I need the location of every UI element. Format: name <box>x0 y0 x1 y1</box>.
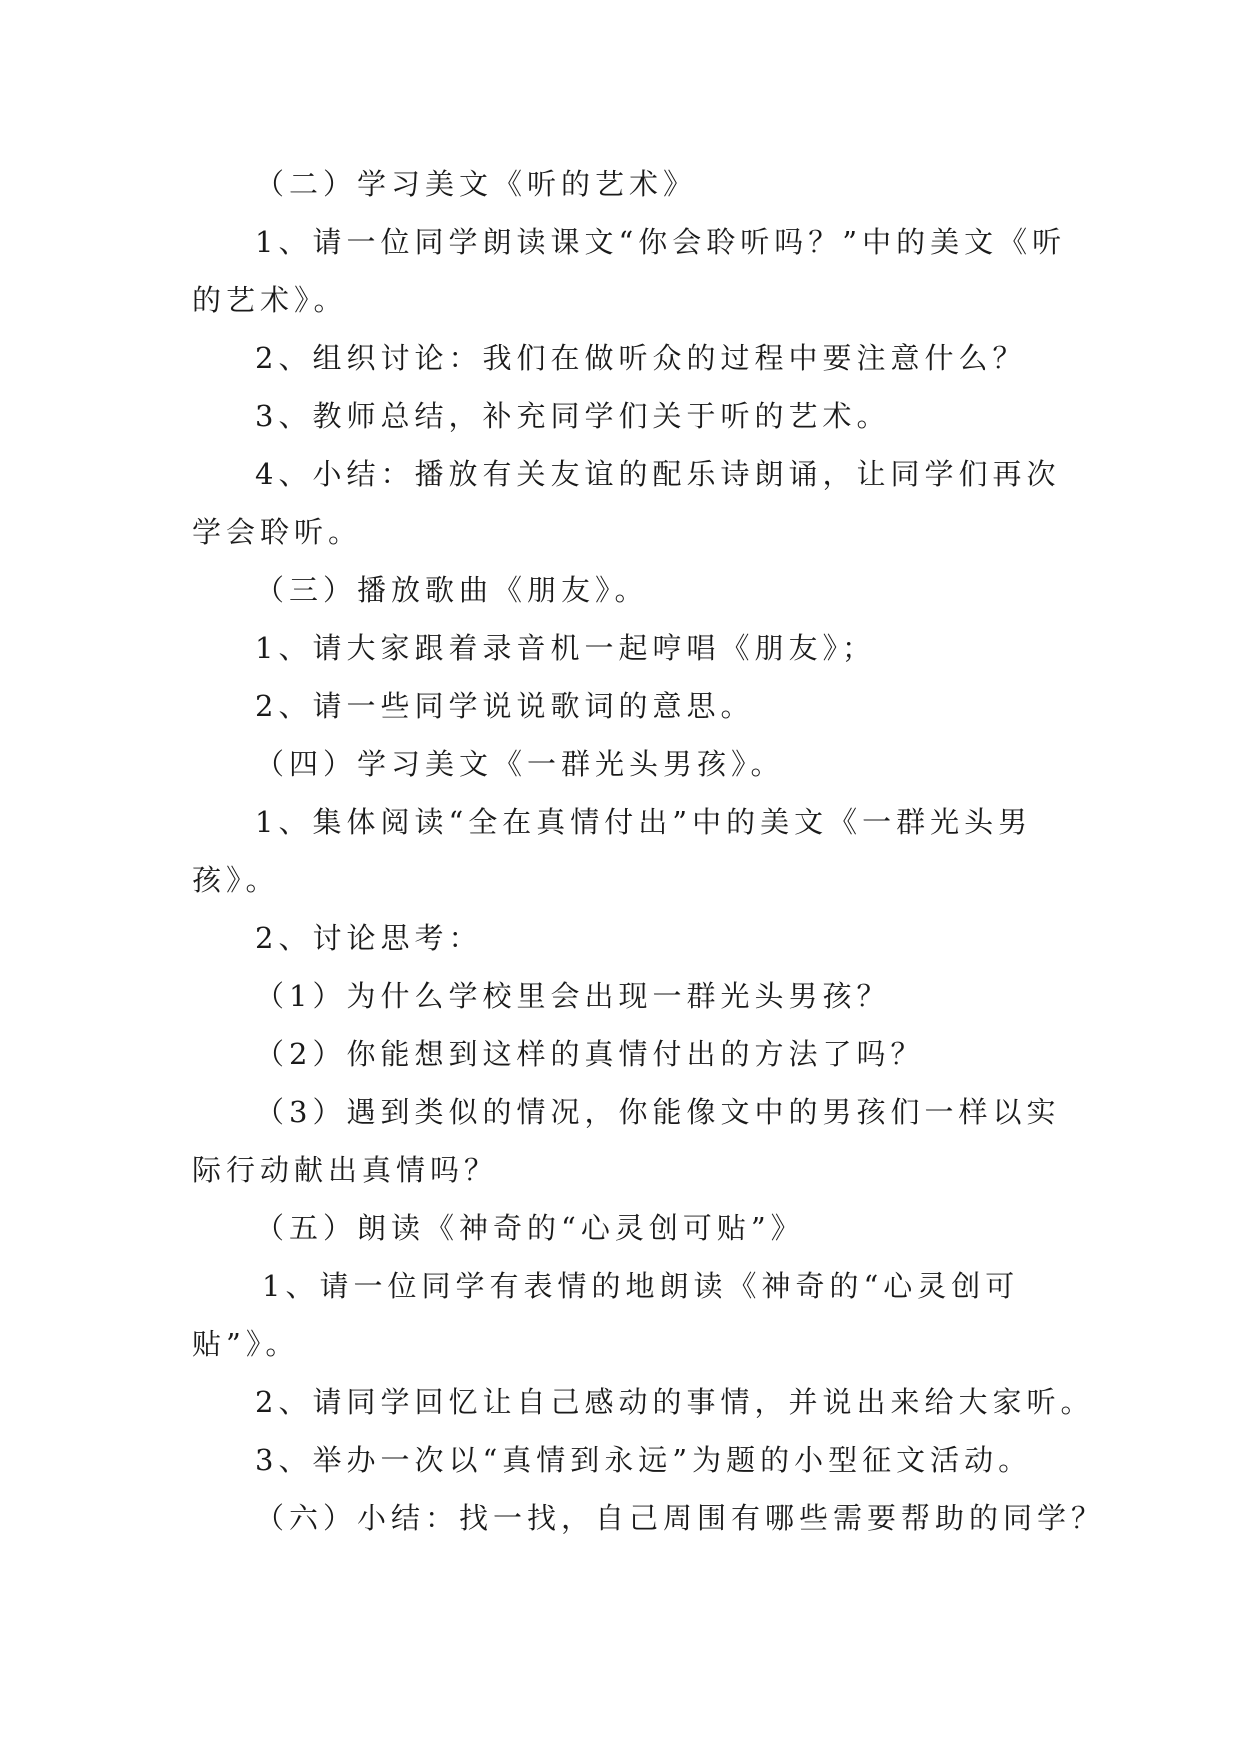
section-heading-3: （三）播放歌曲《朋友》。 <box>255 573 649 607</box>
paragraph-line: 的艺术》。 <box>192 283 348 317</box>
section-heading-4: （四）学习美文《一群光头男孩》。 <box>255 747 785 781</box>
section-heading-6: （六）小结：找一找，自己周围有哪些需要帮助的同学？ <box>255 1501 1106 1535</box>
question-line: （2）你能想到这样的真情付出的方法了吗？ <box>255 1037 925 1071</box>
paragraph-line: 际行动献出真情吗？ <box>192 1153 499 1187</box>
paragraph-line: 3、教师总结，补充同学们关于听的艺术。 <box>255 399 891 433</box>
paragraph-line: 2、请同学回忆让自己感动的事情，并说出来给大家听。 <box>255 1385 1095 1419</box>
paragraph-line: 1、集体阅读“全在真情付出”中的美文《一群光头男 <box>255 805 1033 839</box>
paragraph-line: 贴”》。 <box>192 1327 300 1361</box>
paragraph-line: 2、组织讨论：我们在做听众的过程中要注意什么？ <box>255 341 1027 375</box>
paragraph-line: 3、举办一次以“真情到永远”为题的小型征文活动。 <box>255 1443 1033 1477</box>
paragraph-line: 4、小结：播放有关友谊的配乐诗朗诵，让同学们再次 <box>255 457 1061 491</box>
section-heading-2: （二）学习美文《听的艺术》 <box>255 167 698 201</box>
paragraph-line: 2、请一些同学说说歌词的意思。 <box>255 689 755 723</box>
paragraph-line: 1、请大家跟着录音机一起哼唱《朋友》； <box>255 631 876 665</box>
question-line: （1）为什么学校里会出现一群光头男孩？ <box>255 979 891 1013</box>
question-line: （3）遇到类似的情况，你能像文中的男孩们一样以实 <box>255 1095 1061 1129</box>
paragraph-line: 学会聆听。 <box>192 515 363 549</box>
paragraph-line: 1、请一位同学有表情的地朗读《神奇的“心灵创可 <box>262 1269 1020 1303</box>
paragraph-line: 2、讨论思考： <box>255 921 483 955</box>
paragraph-line: 1、请一位同学朗读课文“你会聆听吗？”中的美文《听 <box>255 225 1067 259</box>
paragraph-line: 孩》。 <box>192 863 280 897</box>
section-heading-5: （五）朗读《神奇的“心灵创可贴”》 <box>255 1211 805 1245</box>
